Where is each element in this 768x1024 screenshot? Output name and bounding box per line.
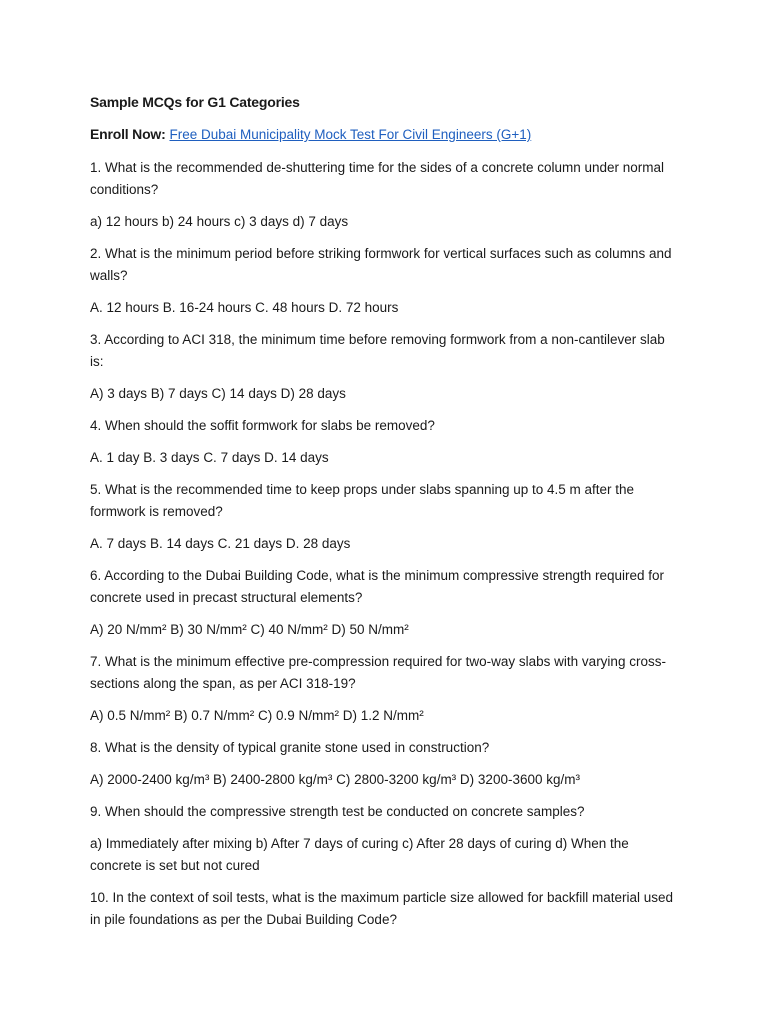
- answers-6: A) 20 N/mm² B) 30 N/mm² C) 40 N/mm² D) 50 N/mm²: [90, 622, 409, 637]
- page-title: Sample MCQs for G1 Categories: [90, 94, 300, 110]
- question-1: 1. What is the recommended de-shuttering time for the sides of a concrete column under normal conditions?: [90, 160, 665, 197]
- question-10: 10. In the context of soil tests, what is the maximum particle size allowed for backfill material used in pile foundations as per the Dubai Building Code?: [90, 890, 674, 927]
- question-7: 7. What is the minimum effective pre-compression required for two-way slabs with varying cross-sections along the span, as per ACI 318-19?: [90, 654, 666, 691]
- question-4: 4. When should the soffit formwork for slabs be removed?: [90, 418, 435, 433]
- answers-7: A) 0.5 N/mm² B) 0.7 N/mm² C) 0.9 N/mm² D) 1.2 N/mm²: [90, 708, 424, 723]
- mock-test-link[interactable]: Free Dubai Municipality Mock Test For Civil Engineers (G+1): [169, 127, 532, 142]
- question-8: 8. What is the density of typical granite stone used in construction?: [90, 740, 490, 755]
- enroll-label: Enroll Now:: [90, 126, 166, 142]
- answers-8: A) 2000-2400 kg/m³ B) 2400-2800 kg/m³ C) 2800-3200 kg/m³ D) 3200-3600 kg/m³: [90, 772, 580, 787]
- answers-9: a) Immediately after mixing b) After 7 days of curing c) After 28 days of curing d) When the concrete is set but not cured: [90, 836, 629, 873]
- question-2: 2. What is the minimum period before striking formwork for vertical surfaces such as columns and walls?: [90, 246, 672, 283]
- answers-5: A. 7 days B. 14 days C. 21 days D. 28 days: [90, 536, 351, 551]
- answers-2: A. 12 hours B. 16-24 hours C. 48 hours D. 72 hours: [90, 300, 399, 315]
- question-3: 3. According to ACI 318, the minimum time before removing formwork from a non-cantilever slab is:: [90, 332, 665, 369]
- question-9: 9. When should the compressive strength test be conducted on concrete samples?: [90, 804, 585, 819]
- answers-3: A) 3 days B) 7 days C) 14 days D) 28 days: [90, 386, 346, 401]
- question-6: 6. According to the Dubai Building Code, what is the minimum compressive strength required for concrete used in precast structural elements?: [90, 568, 665, 605]
- question-5: 5. What is the recommended time to keep props under slabs spanning up to 4.5 m after the formwork is removed?: [90, 482, 635, 519]
- answers-1: a) 12 hours b) 24 hours c) 3 days d) 7 days: [90, 214, 349, 229]
- enroll-line: [90, 125, 678, 144]
- answers-4: A. 1 day B. 3 days C. 7 days D. 14 days: [90, 450, 329, 465]
